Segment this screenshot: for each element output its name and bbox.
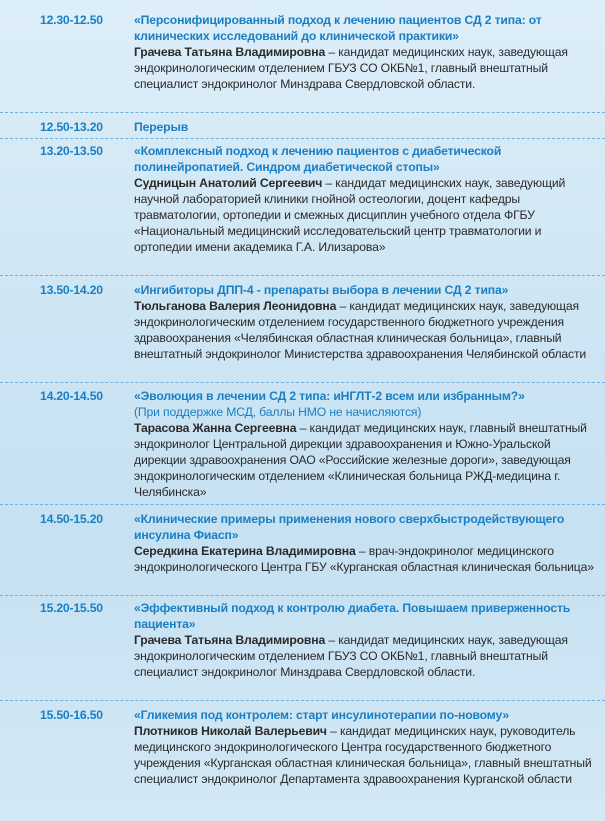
session-title: Перерыв: [134, 120, 189, 134]
session-note: (При поддержке МСД, баллы НМО не начисляются): [134, 405, 422, 419]
speaker-description: – кандидат медицинских наук, руководитель медицинского эндокринологического Центра государственного бюджетного учреждения «Курганская областная клиническая больница», главный внештатный специалист эндокринолог Департамента здравоохранения Курганской области: [134, 724, 592, 786]
session-content: [134, 388, 596, 500]
speaker-name: Грачева Татьяна Владимировна: [134, 45, 326, 59]
speaker-description: – кандидат медицинских наук, заведующая эндокринологическим отделением государственного бюджетного учреждения здравоохранения «Челябинская областная клиническая больница», главный внештатный эндокринолог Министерства здравоохранения Челябинской области: [134, 299, 587, 361]
session-title: «Персонифицированный подход к лечению пациентов СД 2 типа: от клинических исследований до клинической практики»: [134, 13, 542, 43]
speaker-name: Плотников Николай Валерьевич: [134, 724, 327, 738]
session-content: [134, 143, 596, 255]
speaker-description: – кандидат медицинских наук, заведующий научной лабораторией клиники гнойной остеологии, доцент кафедры травматологии, ортопедии и смежных дисциплин учебного отдела ФГБУ «Национальный медицинский исследовательский центр травматологии и ортопедии имени академика Г.А. Илизарова»: [134, 176, 566, 254]
session-time: 12.50-13.20: [40, 120, 103, 134]
session-title: «Гликемия под контролем: старт инсулинотерапии по-новому»: [134, 708, 510, 722]
session-time: 15.50-16.50: [40, 708, 103, 722]
speaker-description: – кандидат медицинских наук, заведующая эндокринологическим отделением ГБУЗ СО ОКБ№1, главный внештатный специалист эндокринолог Минздрава Свердловской области.: [134, 633, 568, 679]
session-content: [134, 12, 596, 92]
session-title: «Эффективный подход к контролю диабета. Повышаем приверженность пациента»: [134, 601, 571, 631]
session-row: [0, 511, 605, 596]
session-row: [0, 707, 605, 807]
speaker-name: Судницын Анатолий Сергеевич: [134, 176, 323, 190]
session-content: [134, 511, 596, 575]
session-content: [134, 282, 596, 362]
session-time: 15.20-15.50: [40, 601, 103, 615]
speaker-name: Середкина Екатерина Владимировна: [134, 544, 356, 558]
speaker-name: Грачева Татьяна Владимировна: [134, 633, 326, 647]
session-row: [0, 12, 605, 113]
speaker-description: – врач-эндокринолог медицинского эндокринологического Центра ГБУ «Курганская областная клиническая больница»: [134, 544, 594, 574]
session-row: [0, 600, 605, 701]
session-title: «Клинические примеры применения нового сверхбыстродействующего инсулина Фиасп»: [134, 512, 565, 542]
speaker-description: – кандидат медицинских наук, заведующая эндокринологическим отделением ГБУЗ СО ОКБ№1, главный внештатный специалист эндокринолог Минздрава Свердловской области.: [134, 45, 568, 91]
session-title: «Ингибиторы ДПП-4 - препараты выбора в лечении СД 2 типа»: [134, 283, 509, 297]
session-time: 14.50-15.20: [40, 512, 103, 526]
session-time: 13.50-14.20: [40, 283, 103, 297]
speaker-name: Тарасова Жанна Сергеевна: [134, 421, 297, 435]
session-title: «Комплексный подход к лечению пациентов с диабетической полинейропатией. Синдром диабетической стопы»: [134, 144, 502, 174]
session-row: [0, 282, 605, 383]
session-time: 13.20-13.50: [40, 144, 103, 158]
speaker-description: – кандидат медицинских наук, главный внештатный эндокринолог Центральной дирекции здравоохранения и Южно-Уральской дирекции здравоохранения ОАО «Российские железные дороги», заведующая эндокринологическим отделением «Клиническая больница РЖД-медицина г. Челябинска»: [134, 421, 587, 499]
session-row: [0, 119, 605, 139]
session-row: [0, 143, 605, 276]
session-row: [0, 388, 605, 505]
session-time: 14.20-14.50: [40, 389, 103, 403]
session-title: «Эволюция в лечении СД 2 типа: иНГЛТ-2 всем или избранным?»: [134, 389, 525, 403]
session-time: 12.30-12.50: [40, 13, 103, 27]
session-content: [134, 707, 596, 787]
session-content: [134, 119, 596, 135]
session-content: [134, 600, 596, 680]
speaker-name: Тюльганова Валерия Леонидовна: [134, 299, 337, 313]
